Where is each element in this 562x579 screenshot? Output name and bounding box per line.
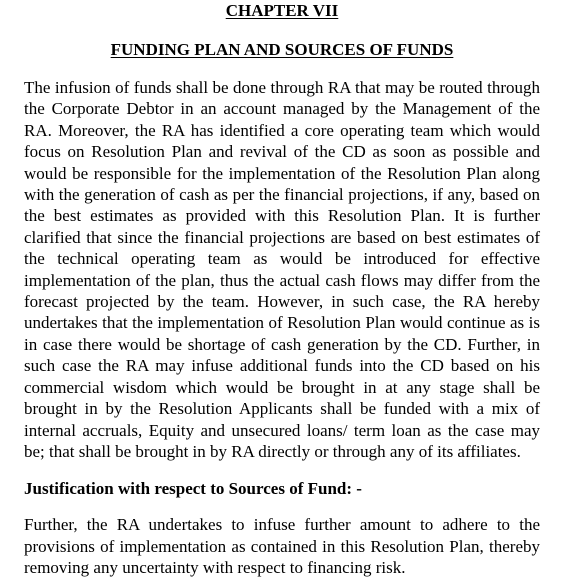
body-paragraph-justification: Further, the RA undertakes to infuse further amount to adhere to the provisions of implementation as contained in this Resolution Plan, thereby removing any uncertainty with respect to financing risk.: [24, 515, 540, 578]
subheading-justification: Justification with respect to Sources of Fund: -: [24, 479, 362, 499]
body-paragraph-funding: The infusion of funds shall be done through RA that may be routed through the Corporate Debtor in an account managed by the Management of the RA. Moreover, the RA has identified a core operating team which would focus on Resolution Plan and revival of the CD as soon as possible and would be responsible for the implementation of the Resolution Plan along with the generation of cash as per the financial projections, if any, based on the best estimates as provided with this Resolution Plan. It is further clarified that since the financial projections are based on best estimates of the technical operating team as would be introduced for effective implementation of the plan, thus the actual cash flows may differ from the forecast projected by the team. However, in such case, the RA hereby undertakes that the implementation of Resolution Plan would continue as is in case there would be shortage of cash generation by the CD. Further, in such case the RA may infuse additional funds into the CD based on his commercial wisdom which would be brought in at any stage shall be brought in by the Resolution Applicants shall be funded with a mix of internal accruals, Equity and unsecured loans/ term loan as the case may be; that shall be brought in by RA directly or through any of its affiliates.: [24, 78, 540, 461]
document-page: [24, 0, 540, 579]
chapter-heading: CHAPTER VII: [225, 1, 339, 20]
section-title: FUNDING PLAN AND SOURCES OF FUNDS: [110, 40, 454, 59]
